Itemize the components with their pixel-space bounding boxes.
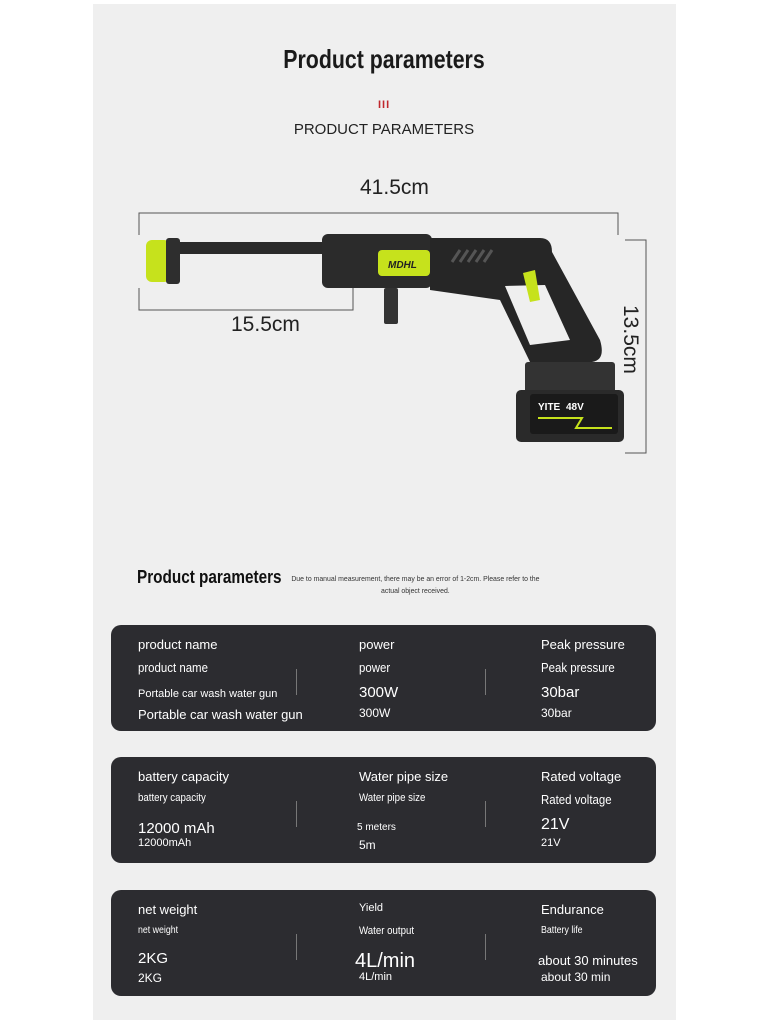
param-value-2: 4L/min bbox=[359, 971, 393, 983]
param-value-2: Portable car wash water gun bbox=[138, 707, 303, 722]
param-header: Endurance bbox=[541, 902, 604, 917]
param-card-2 bbox=[111, 757, 656, 863]
param-label: Battery life bbox=[541, 925, 583, 936]
column-divider bbox=[296, 934, 297, 960]
param-value: 300W bbox=[359, 684, 399, 701]
param-header: power bbox=[359, 637, 395, 652]
param-card-3 bbox=[111, 890, 656, 996]
param-value-2: 30bar bbox=[541, 706, 572, 720]
title-decoration: III bbox=[378, 99, 391, 111]
param-label: power bbox=[359, 660, 391, 675]
param-value-2: 2KG bbox=[138, 971, 163, 985]
param-value: Portable car wash water gun bbox=[138, 688, 278, 700]
param-label: Water output bbox=[359, 925, 415, 937]
param-header: Rated voltage bbox=[541, 769, 622, 784]
param-label: product name bbox=[138, 660, 208, 675]
column-divider bbox=[485, 801, 486, 827]
param-value-2: 300W bbox=[359, 706, 391, 720]
param-value: 2KG bbox=[138, 950, 169, 967]
param-value: 5 meters bbox=[357, 822, 396, 833]
column-divider bbox=[296, 801, 297, 827]
params-section-title: Product parameters bbox=[137, 567, 282, 587]
column-divider bbox=[485, 934, 486, 960]
param-label: Water pipe size bbox=[359, 792, 426, 804]
length-dimension: 41.5cm bbox=[360, 176, 429, 199]
column-divider bbox=[485, 669, 486, 695]
param-label: net weight bbox=[138, 925, 179, 936]
param-label: Rated voltage bbox=[541, 792, 612, 807]
page-title: Product parameters bbox=[283, 44, 485, 74]
height-dimension: 13.5cm bbox=[619, 305, 642, 374]
param-header: product name bbox=[138, 637, 218, 652]
param-value-2: 5m bbox=[359, 838, 376, 852]
param-value: 4L/min bbox=[355, 950, 416, 972]
param-header: battery capacity bbox=[138, 769, 230, 784]
measurement-note: Due to manual measurement, there may be an error of 1-2cm. Please refer to the actual object received. bbox=[291, 574, 540, 595]
svg-text:YITE: YITE bbox=[538, 402, 561, 413]
param-value-2: 21V bbox=[541, 837, 561, 849]
param-value: 21V bbox=[541, 816, 570, 833]
param-value-2: about 30 min bbox=[541, 970, 611, 984]
param-header: Yield bbox=[359, 902, 384, 914]
param-value: 30bar bbox=[541, 684, 580, 701]
param-value: about 30 minutes bbox=[538, 953, 638, 968]
param-header: Peak pressure bbox=[541, 637, 625, 652]
param-header: Water pipe size bbox=[359, 769, 449, 784]
column-divider bbox=[296, 669, 297, 695]
param-label: battery capacity bbox=[138, 792, 206, 804]
svg-text:MDHL: MDHL bbox=[388, 260, 417, 271]
param-label: Peak pressure bbox=[541, 660, 615, 675]
param-header: net weight bbox=[138, 902, 198, 917]
page-subtitle: PRODUCT PARAMETERS bbox=[293, 121, 475, 138]
svg-text:48V: 48V bbox=[566, 402, 584, 413]
hose-connector bbox=[384, 288, 398, 324]
nozzle-length-dimension: 15.5cm bbox=[231, 313, 300, 336]
param-card-1 bbox=[111, 625, 656, 731]
param-value-2: 12000mAh bbox=[138, 837, 192, 849]
water-gun bbox=[146, 234, 624, 442]
param-value: 12000 mAh bbox=[138, 820, 215, 837]
